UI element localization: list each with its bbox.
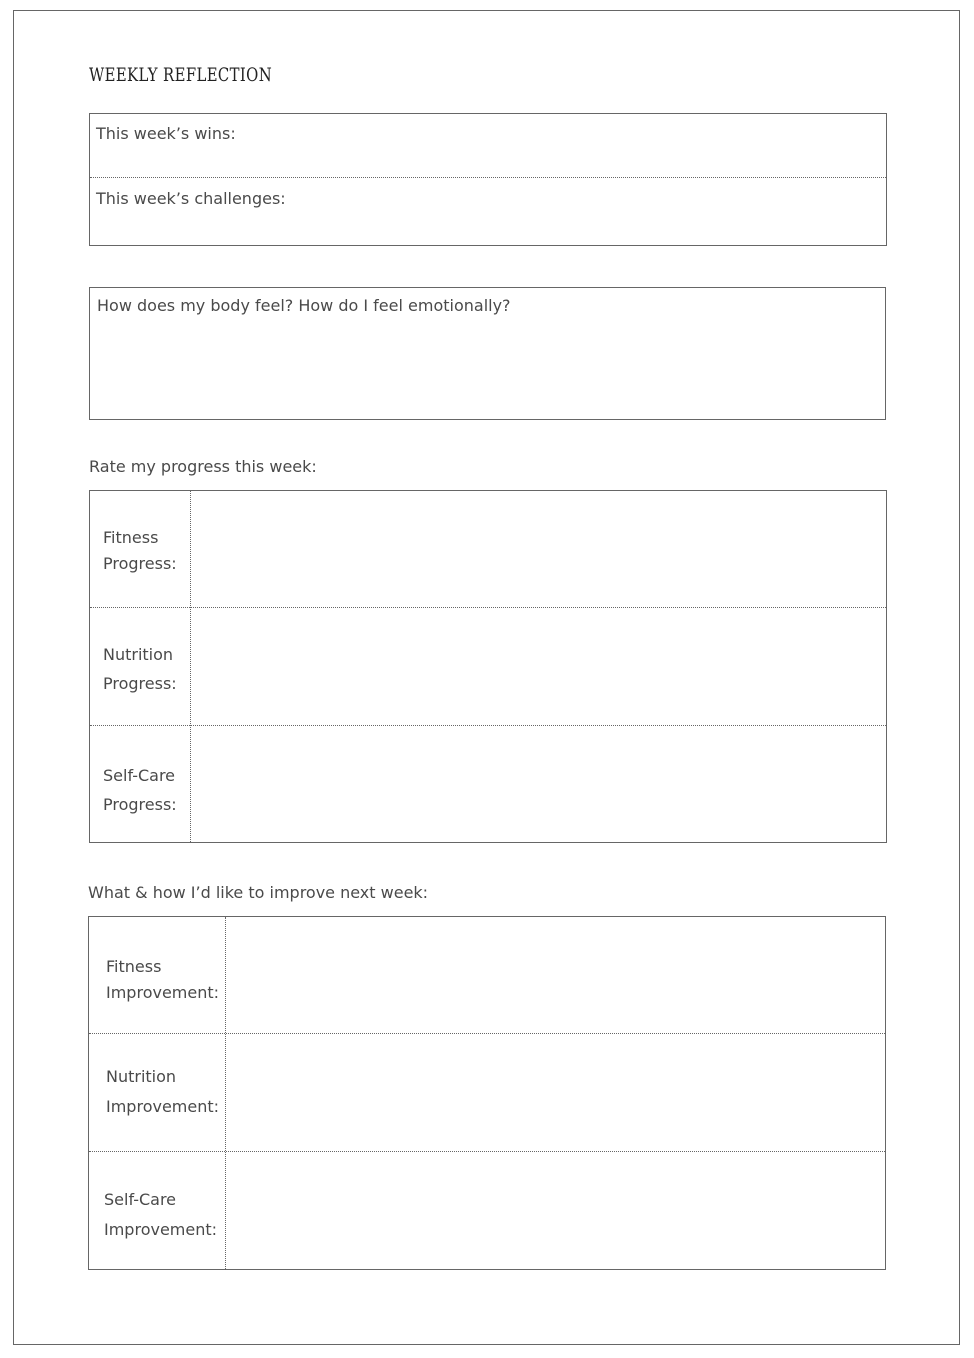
progress-heading: Rate my progress this week: <box>89 457 317 476</box>
progress-entry-cell[interactable] <box>191 491 886 607</box>
improve-row-label <box>106 954 219 1006</box>
wins-label: This week’s wins: <box>96 124 236 143</box>
improve-table <box>88 916 886 1270</box>
progress-row-self-care <box>90 726 886 842</box>
progress-table <box>89 490 887 843</box>
improve-row-label <box>104 1185 217 1245</box>
progress-label-line2: Progress: <box>103 674 177 693</box>
challenges-section[interactable] <box>90 178 886 245</box>
improve-entry-cell[interactable] <box>226 1152 885 1269</box>
challenges-label: This week’s challenges: <box>96 189 286 208</box>
improve-row-nutrition <box>89 1034 885 1152</box>
progress-row-fitness <box>90 491 886 608</box>
progress-label-line2: Progress: <box>103 795 177 814</box>
progress-label-line1: Fitness <box>103 528 159 547</box>
improve-label-line1: Self-Care <box>104 1190 177 1209</box>
improve-row-fitness <box>89 917 885 1034</box>
progress-row-nutrition <box>90 608 886 726</box>
improve-entry-cell[interactable] <box>226 917 885 1033</box>
improve-entry-cell[interactable] <box>226 1034 885 1151</box>
progress-entry-cell[interactable] <box>191 608 886 725</box>
page-title: WEEKLY REFLECTION <box>89 64 273 86</box>
wins-section[interactable] <box>90 114 886 178</box>
progress-row-label <box>103 761 177 819</box>
improve-label-line2: Improvement: <box>106 1097 220 1116</box>
improve-label-line2: Improvement: <box>104 1220 218 1239</box>
improve-label-line2: Improvement: <box>106 983 220 1002</box>
progress-row-label <box>103 525 177 577</box>
progress-label-line1: Self-Care <box>103 766 176 785</box>
progress-row-label <box>103 640 177 698</box>
improve-row-self-care <box>89 1152 885 1269</box>
progress-label-line2: Progress: <box>103 554 177 573</box>
feelings-prompt: How does my body feel? How do I feel emotionally? <box>97 296 511 315</box>
wins-challenges-box <box>89 113 887 246</box>
improve-row-label <box>106 1062 219 1122</box>
progress-entry-cell[interactable] <box>191 726 886 842</box>
progress-label-line1: Nutrition <box>103 645 174 664</box>
improve-label-line1: Fitness <box>106 957 162 976</box>
feelings-box[interactable] <box>89 287 886 420</box>
improve-heading: What & how I’d like to improve next week: <box>88 883 429 902</box>
improve-label-line1: Nutrition <box>106 1067 177 1086</box>
